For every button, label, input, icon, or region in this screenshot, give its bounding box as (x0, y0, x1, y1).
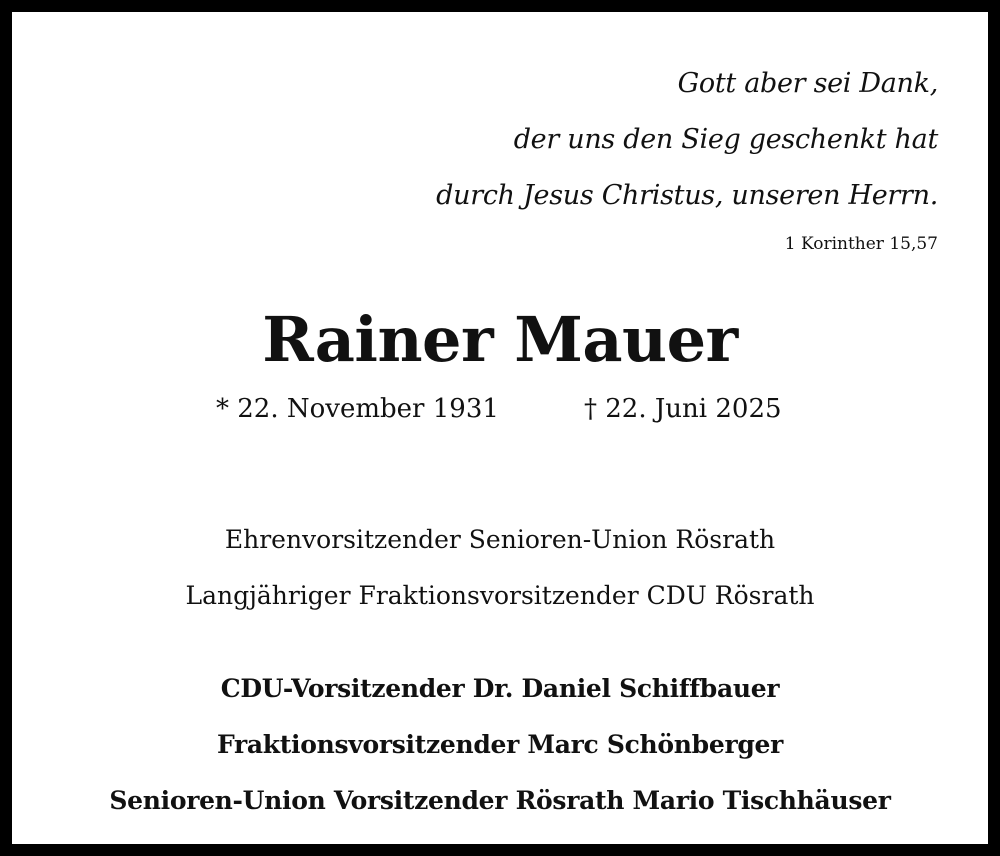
signatories (12, 661, 988, 829)
verse-line: der uns den Sieg geschenkt hat (513, 124, 938, 155)
birth-date: * 22. November 1931 (216, 394, 499, 424)
verse-line: durch Jesus Christus, unseren Herrn. (436, 180, 938, 211)
verse-line: Gott aber sei Dank, (677, 68, 938, 99)
death-date: † 22. Juni 2025 (584, 394, 782, 424)
signer-line: Fraktionsvorsitzender Marc Schönberger (217, 730, 783, 759)
verse-reference: 1 Korinther 15,57 (784, 234, 938, 254)
signer-line: CDU-Vorsitzender Dr. Daniel Schiffbauer (220, 674, 780, 703)
role-line: Langjähriger Fraktionsvorsitzender CDU Rösrath (185, 581, 815, 610)
deceased-name: Rainer Mauer (262, 303, 738, 376)
role-line: Ehrenvorsitzender Senioren-Union Rösrath (224, 525, 776, 554)
bible-verse (436, 56, 938, 224)
honorary-roles (12, 512, 988, 624)
signer-line: Senioren-Union Vorsitzender Rösrath Mario Tischhäuser (109, 786, 891, 815)
